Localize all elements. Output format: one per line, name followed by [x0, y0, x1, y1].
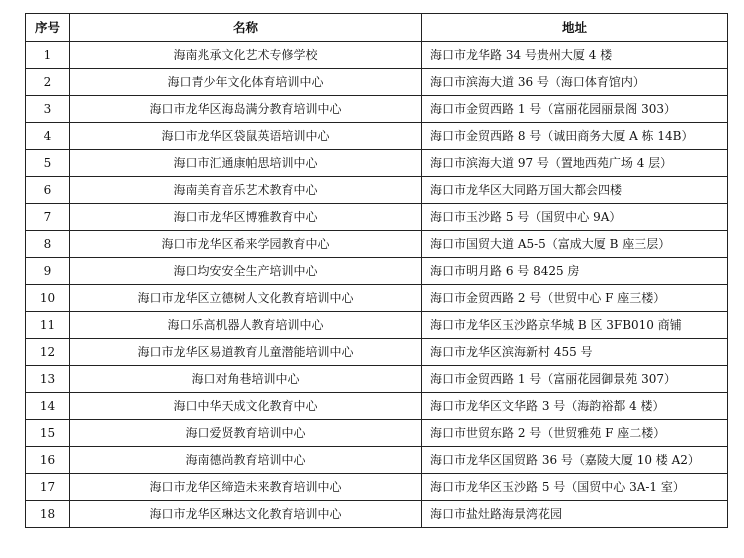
table-row	[26, 42, 728, 69]
row-index: 3	[26, 96, 70, 123]
institution-name: 海口市龙华区易道教育儿童潜能培训中心	[70, 339, 422, 366]
institution-address: 海口市金贸西路 1 号（富丽花园御景苑 307）	[422, 366, 728, 393]
institution-address: 海口市金贸西路 8 号（诚田商务大厦 A 栋 14B）	[422, 123, 728, 150]
institution-name: 海口均安安全生产培训中心	[70, 258, 422, 285]
institution-address: 海口市滨海大道 36 号（海口体育馆内）	[422, 69, 728, 96]
row-index: 16	[26, 447, 70, 474]
row-index: 11	[26, 312, 70, 339]
institution-name: 海口中华天成文化教育中心	[70, 393, 422, 420]
table-row	[26, 474, 728, 501]
table-row	[26, 420, 728, 447]
institution-address: 海口市龙华区滨海新村 455 号	[422, 339, 728, 366]
table-row	[26, 366, 728, 393]
table-row	[26, 177, 728, 204]
institution-address: 海口市龙华路 34 号贵州大厦 4 楼	[422, 42, 728, 69]
header-address: 地址	[422, 14, 728, 42]
table-row	[26, 312, 728, 339]
institution-name: 海口乐高机器人教育培训中心	[70, 312, 422, 339]
table-row	[26, 393, 728, 420]
institution-address: 海口市世贸东路 2 号（世贸雅苑 F 座二楼）	[422, 420, 728, 447]
institution-name: 海口市龙华区袋鼠英语培训中心	[70, 123, 422, 150]
institution-address: 海口市玉沙路 5 号（国贸中心 9A）	[422, 204, 728, 231]
institution-name: 海口市龙华区希来学园教育中心	[70, 231, 422, 258]
row-index: 15	[26, 420, 70, 447]
table-row	[26, 204, 728, 231]
table-row	[26, 123, 728, 150]
institution-name: 海口市龙华区立德树人文化教育培训中心	[70, 285, 422, 312]
institution-address: 海口市滨海大道 97 号（置地西苑广场 4 层）	[422, 150, 728, 177]
header-name: 名称	[70, 14, 422, 42]
row-index: 12	[26, 339, 70, 366]
table-row	[26, 285, 728, 312]
institution-name: 海口市龙华区琳达文化教育培训中心	[70, 501, 422, 528]
row-index: 7	[26, 204, 70, 231]
table-row	[26, 339, 728, 366]
institution-address: 海口市明月路 6 号 8425 房	[422, 258, 728, 285]
row-index: 13	[26, 366, 70, 393]
row-index: 9	[26, 258, 70, 285]
table-row	[26, 150, 728, 177]
institution-address: 海口市龙华区玉沙路 5 号（国贸中心 3A-1 室）	[422, 474, 728, 501]
row-index: 8	[26, 231, 70, 258]
row-index: 17	[26, 474, 70, 501]
institution-address: 海口市国贸大道 A5-5（富成大厦 B 座三层）	[422, 231, 728, 258]
institution-table	[25, 13, 728, 528]
institution-name: 海口市龙华区博雅教育中心	[70, 204, 422, 231]
institution-address: 海口市龙华区大同路万国大都会四楼	[422, 177, 728, 204]
table-header	[26, 14, 728, 42]
institution-name: 海口市龙华区缔造未来教育培训中心	[70, 474, 422, 501]
table-row	[26, 258, 728, 285]
institution-name: 海口市汇通康帕思培训中心	[70, 150, 422, 177]
table-row	[26, 96, 728, 123]
institution-name: 海口对角巷培训中心	[70, 366, 422, 393]
institution-name: 海南兆承文化艺术专修学校	[70, 42, 422, 69]
header-index: 序号	[26, 14, 70, 42]
table-body	[26, 42, 728, 528]
table-row	[26, 69, 728, 96]
institution-address: 海口市盐灶路海景湾花园	[422, 501, 728, 528]
table-row	[26, 447, 728, 474]
institution-name: 海南德尚教育培训中心	[70, 447, 422, 474]
table-row	[26, 501, 728, 528]
institution-name: 海口市龙华区海岛满分教育培训中心	[70, 96, 422, 123]
row-index: 14	[26, 393, 70, 420]
row-index: 5	[26, 150, 70, 177]
header-row	[26, 14, 728, 42]
row-index: 18	[26, 501, 70, 528]
row-index: 1	[26, 42, 70, 69]
row-index: 2	[26, 69, 70, 96]
institution-address: 海口市龙华区文华路 3 号（海韵裕都 4 楼）	[422, 393, 728, 420]
row-index: 4	[26, 123, 70, 150]
institution-address: 海口市金贸西路 1 号（富丽花园丽景阁 303）	[422, 96, 728, 123]
row-index: 10	[26, 285, 70, 312]
institution-name: 海南美育音乐艺术教育中心	[70, 177, 422, 204]
institution-name: 海口爱贤教育培训中心	[70, 420, 422, 447]
institution-address: 海口市金贸西路 2 号（世贸中心 F 座三楼）	[422, 285, 728, 312]
row-index: 6	[26, 177, 70, 204]
institution-address: 海口市龙华区国贸路 36 号（嘉陵大厦 10 楼 A2）	[422, 447, 728, 474]
institution-name: 海口青少年文化体育培训中心	[70, 69, 422, 96]
institution-address: 海口市龙华区玉沙路京华城 B 区 3FB010 商铺	[422, 312, 728, 339]
table-row	[26, 231, 728, 258]
